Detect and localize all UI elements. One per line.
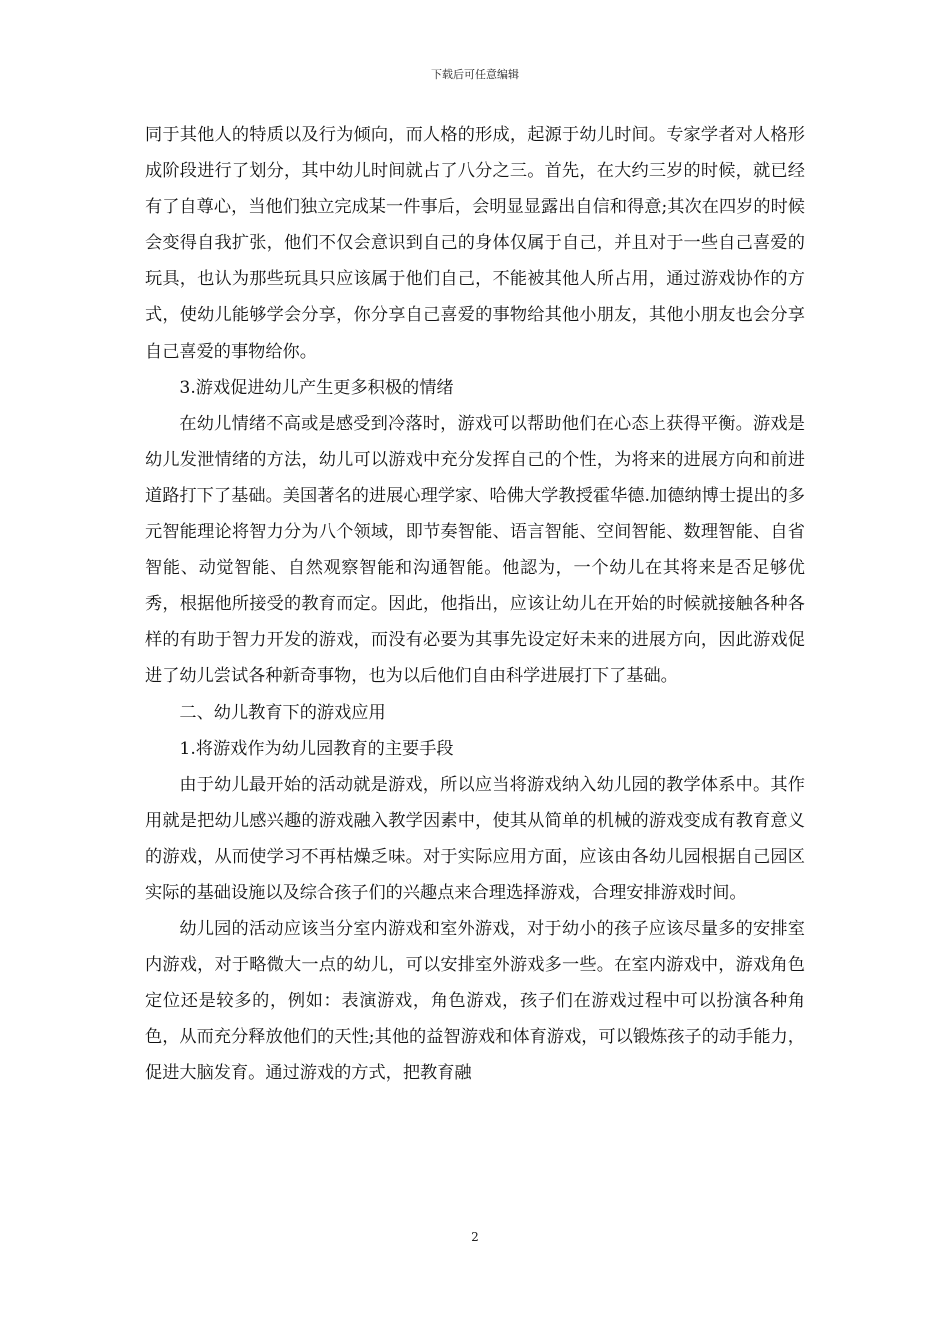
section-heading-positive-emotions: 3.游戏促进幼儿产生更多积极的情绪 [179,377,454,398]
paragraph-emotions-and-intelligence: 在幼儿情绪不高或是感受到冷落时，游戏可以帮助他们在心态上获得平衡。游戏是幼儿发泄情绪的方法，幼儿可以游戏中充分发挥自己的个性，为将来的进展方向和前进道路打下了基础。美国著名的进展心理学家、哈佛大学教授霍华德.加德纳博士提出的多元智能理论将智力分为八个领域，即节奏智能、语言智能、空间智能、数理智能、自省智能、动觉智能、自然观察智能和沟通智能。他認为，一个幼儿在其将来是否足够优秀，根据他所接受的教育而定。因此，他指出，应该让幼儿在开始的时候就接触各种各样的有助于智力开发的游戏，而没有必要为其事先设定好未来的进展方向，因此游戏促进了幼儿尝试各种新奇事物，也为以后他们自由科学进展打下了基础。 [145,413,805,687]
paragraph-indoor-outdoor-games: 幼儿园的活动应该当分室内游戏和室外游戏，对于幼小的孩子应该尽量多的安排室内游戏，对于略微大一点的幼儿，可以安排室外游戏多一些。在室内游戏中，游戏角色定位还是较多的，例如：表演游戏，角色游戏，孩子们在游戏过程中可以扮演各种角色，从而充分释放他们的天性;其他的益智游戏和体育游戏，可以锻炼孩子的动手能力，促进大脑发育。通过游戏的方式，把教育融 [145,919,805,1084]
document-body [145,117,805,1092]
paragraph-personality-formation: 同于其他人的特质以及行为倾向，而人格的形成，起源于幼儿时间。专家学者对人格形成阶段进行了划分，其中幼儿时间就占了八分之三。首先，在大约三岁的时候，就已经有了自尊心，当他们独立完成某一件事后，会明显显露出自信和得意;其次在四岁的时候会变得自我扩张，他们不仅会意识到自己的身体仅属于自己，并且对于一些自己喜爱的玩具，也认为那些玩具只应该属于他们自己，不能被其他人所占用，通过游戏协作的方式，使幼儿能够学会分享，你分享自己喜爱的事物给其他小朋友，其他小朋友也会分享自己喜爱的事物给你。 [145,125,805,362]
paragraph-teaching-system: 由于幼儿最开始的活动就是游戏，所以应当将游戏纳入幼儿园的教学体系中。其作用就是把幼儿感兴趣的游戏融入教学因素中，使其从简单的机械的游戏变成有教育意义的游戏，从而使学习不再枯燥乏味。对于实际应用方面，应该由各幼儿园根据自己园区实际的基础设施以及综合孩子们的兴趣点来合理选择游戏，合理安排游戏时间。 [145,774,805,903]
page-header: 下载后可任意编辑 [431,68,519,81]
page-number: 2 [471,1230,479,1244]
section-heading-main-means: 1.将游戏作为幼儿园教育的主要手段 [179,738,454,759]
chapter-heading-game-application: 二、幼儿教育下的游戏应用 [179,702,386,723]
